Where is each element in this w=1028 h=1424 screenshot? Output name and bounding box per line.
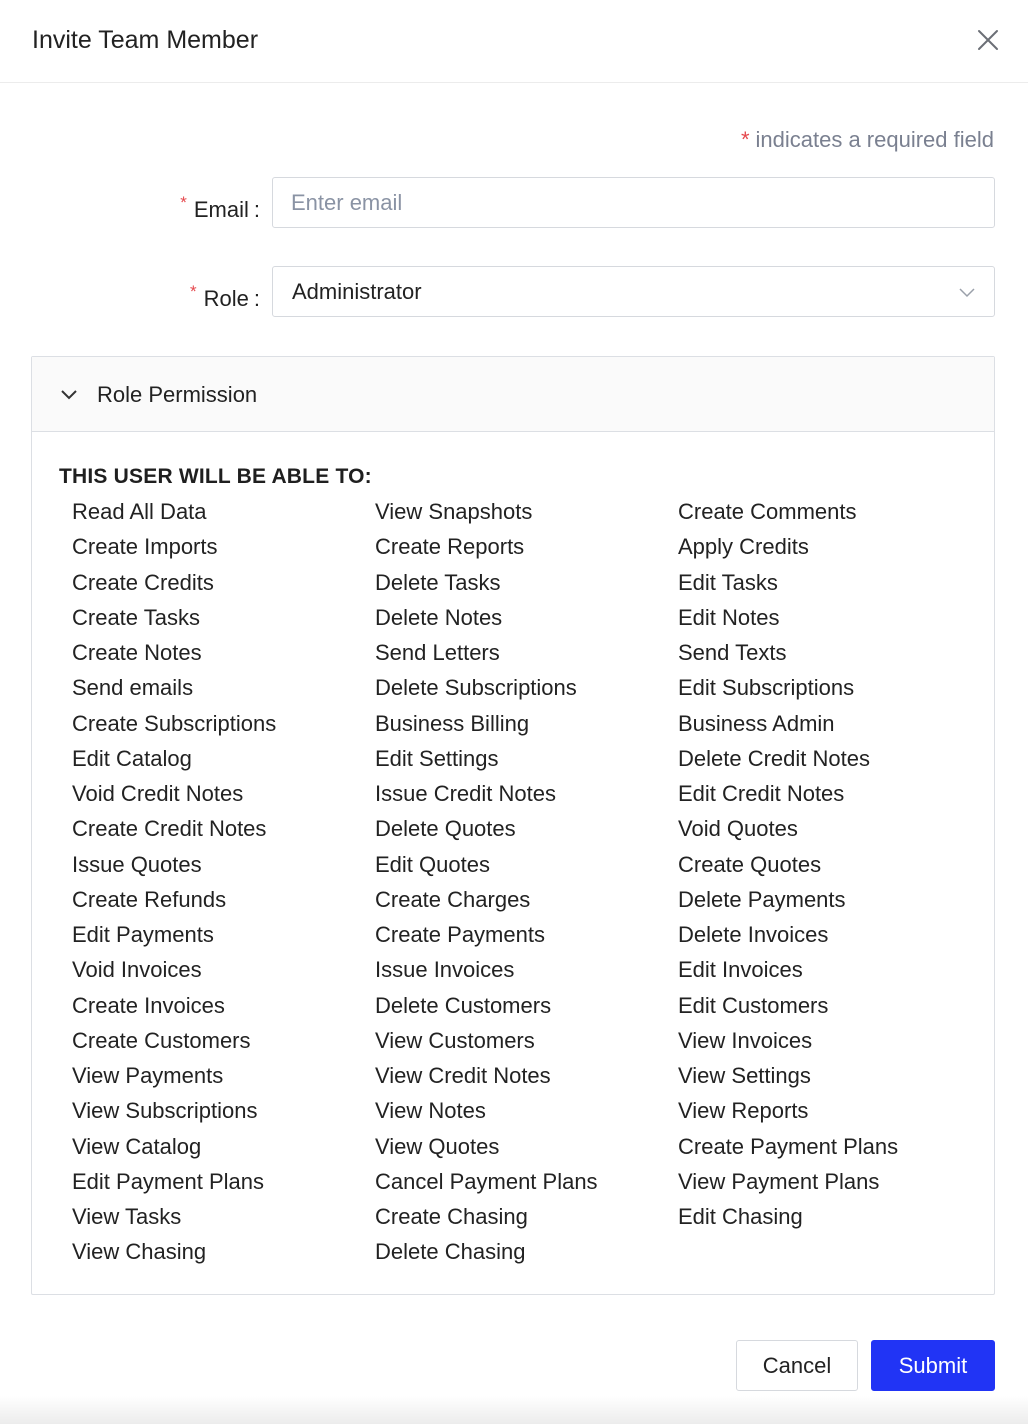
permission-item: Delete Invoices [678, 922, 829, 947]
label-colon: : [253, 197, 260, 222]
close-icon[interactable] [972, 24, 1004, 56]
permission-item: View Subscriptions [72, 1098, 258, 1124]
permission-item: Issue Quotes [72, 851, 202, 877]
permissions-column-1 [72, 497, 276, 1273]
permission-item: Void Credit Notes [72, 781, 244, 806]
modal-header [0, 0, 1028, 83]
permission-item: View Payment Plans [678, 1168, 880, 1194]
permission-item: Delete Tasks [375, 569, 501, 595]
permission-item: Delete Credit Notes [678, 745, 870, 771]
permission-item: Cancel Payment Plans [375, 1168, 598, 1194]
role-label [190, 278, 260, 313]
permission-item: Create Credit Notes [72, 816, 267, 842]
permission-item: Apply Credits [678, 534, 809, 560]
email-field-wrapper [272, 177, 995, 228]
permission-item: Edit Customers [678, 992, 829, 1018]
cancel-button[interactable]: Cancel [736, 1340, 858, 1391]
permissions-heading: THIS USER WILL BE ABLE TO: [59, 465, 372, 488]
permission-item: Create Tasks [72, 604, 200, 630]
permission-item: View Snapshots [375, 499, 533, 524]
bottom-shadow [0, 1396, 1028, 1424]
permissions-column-2 [375, 497, 598, 1273]
permission-item: Create Payment Plans [678, 1133, 899, 1159]
permission-item: View Quotes [375, 1133, 500, 1159]
permission-item: Edit Catalog [72, 745, 192, 771]
chevron-down-icon [958, 283, 976, 306]
permission-item: Create Payments [375, 922, 545, 947]
role-select-value: Administrator [292, 279, 422, 304]
permission-item: Edit Notes [678, 604, 780, 630]
permission-item: Create Imports [72, 534, 218, 560]
permission-item: Create Quotes [678, 851, 822, 877]
permission-item: View Customers [375, 1027, 535, 1053]
permission-item: View Chasing [72, 1239, 207, 1265]
permission-item: View Credit Notes [375, 1063, 551, 1088]
permission-item: Edit Credit Notes [678, 781, 845, 806]
permission-item: View Tasks [72, 1204, 182, 1229]
permissions-column-3 [678, 497, 898, 1237]
permission-item: Send emails [72, 675, 194, 701]
permission-item: Edit Chasing [678, 1204, 803, 1229]
permission-item: Business Billing [375, 710, 530, 736]
permission-item: Void Quotes [678, 816, 798, 842]
permission-item: Read All Data [72, 499, 207, 524]
role-permission-toggle[interactable] [32, 357, 994, 432]
required-asterisk: * [740, 127, 750, 152]
permission-item: Create Reports [375, 534, 525, 560]
required-asterisk: * [180, 193, 187, 212]
permission-item: Delete Customers [375, 992, 552, 1018]
permission-item: Create Refunds [72, 886, 227, 912]
permission-item: Create Comments [678, 499, 857, 524]
required-asterisk: * [190, 282, 197, 301]
permission-item: View Notes [375, 1098, 486, 1124]
permission-item: Delete Payments [678, 886, 846, 912]
permission-item: View Payments [72, 1063, 224, 1088]
permission-item: Send Letters [375, 640, 500, 665]
permission-item: Delete Subscriptions [375, 675, 577, 701]
permission-item: Edit Payments [72, 922, 214, 947]
permission-item: View Settings [678, 1063, 811, 1088]
chevron-down-icon [60, 386, 78, 409]
role-select[interactable] [272, 266, 995, 317]
required-note-text: indicates a required field [755, 127, 994, 152]
label-colon: : [253, 286, 260, 311]
permission-item: View Invoices [678, 1027, 813, 1053]
permission-item: Edit Payment Plans [72, 1168, 264, 1194]
email-label-text: Email [193, 197, 249, 222]
permission-item: Create Credits [72, 569, 214, 595]
permission-item: Create Customers [72, 1027, 251, 1053]
permission-item: Send Texts [678, 640, 787, 665]
permission-item: Issue Credit Notes [375, 781, 556, 806]
role-permission-panel [31, 356, 995, 1295]
permission-item: View Catalog [72, 1133, 202, 1159]
permission-item: Edit Settings [375, 745, 499, 771]
permission-item: Delete Notes [375, 604, 503, 630]
permission-item: Edit Quotes [375, 851, 490, 877]
required-field-note [741, 126, 994, 154]
permission-item: Void Invoices [72, 957, 202, 983]
email-field[interactable] [273, 178, 994, 227]
permission-item: Edit Subscriptions [678, 675, 855, 701]
permission-item: Issue Invoices [375, 957, 515, 983]
permission-item: Create Charges [375, 886, 531, 912]
permission-item: Create Subscriptions [72, 710, 277, 736]
permission-item: Edit Invoices [678, 957, 803, 983]
permission-item: Create Invoices [72, 992, 225, 1018]
permission-item: Edit Tasks [678, 569, 778, 595]
role-permission-title: Role Permission [97, 382, 258, 407]
permission-item: Delete Chasing [375, 1239, 526, 1265]
permission-item: Delete Quotes [375, 816, 516, 842]
modal-title: Invite Team Member [32, 26, 259, 54]
email-label [180, 189, 260, 224]
permission-item: Create Notes [72, 640, 202, 665]
role-label-text: Role [203, 286, 249, 311]
permission-item: View Reports [678, 1098, 809, 1124]
submit-button[interactable]: Submit [871, 1340, 995, 1391]
permission-item: Create Chasing [375, 1204, 528, 1229]
permission-item: Business Admin [678, 710, 835, 736]
